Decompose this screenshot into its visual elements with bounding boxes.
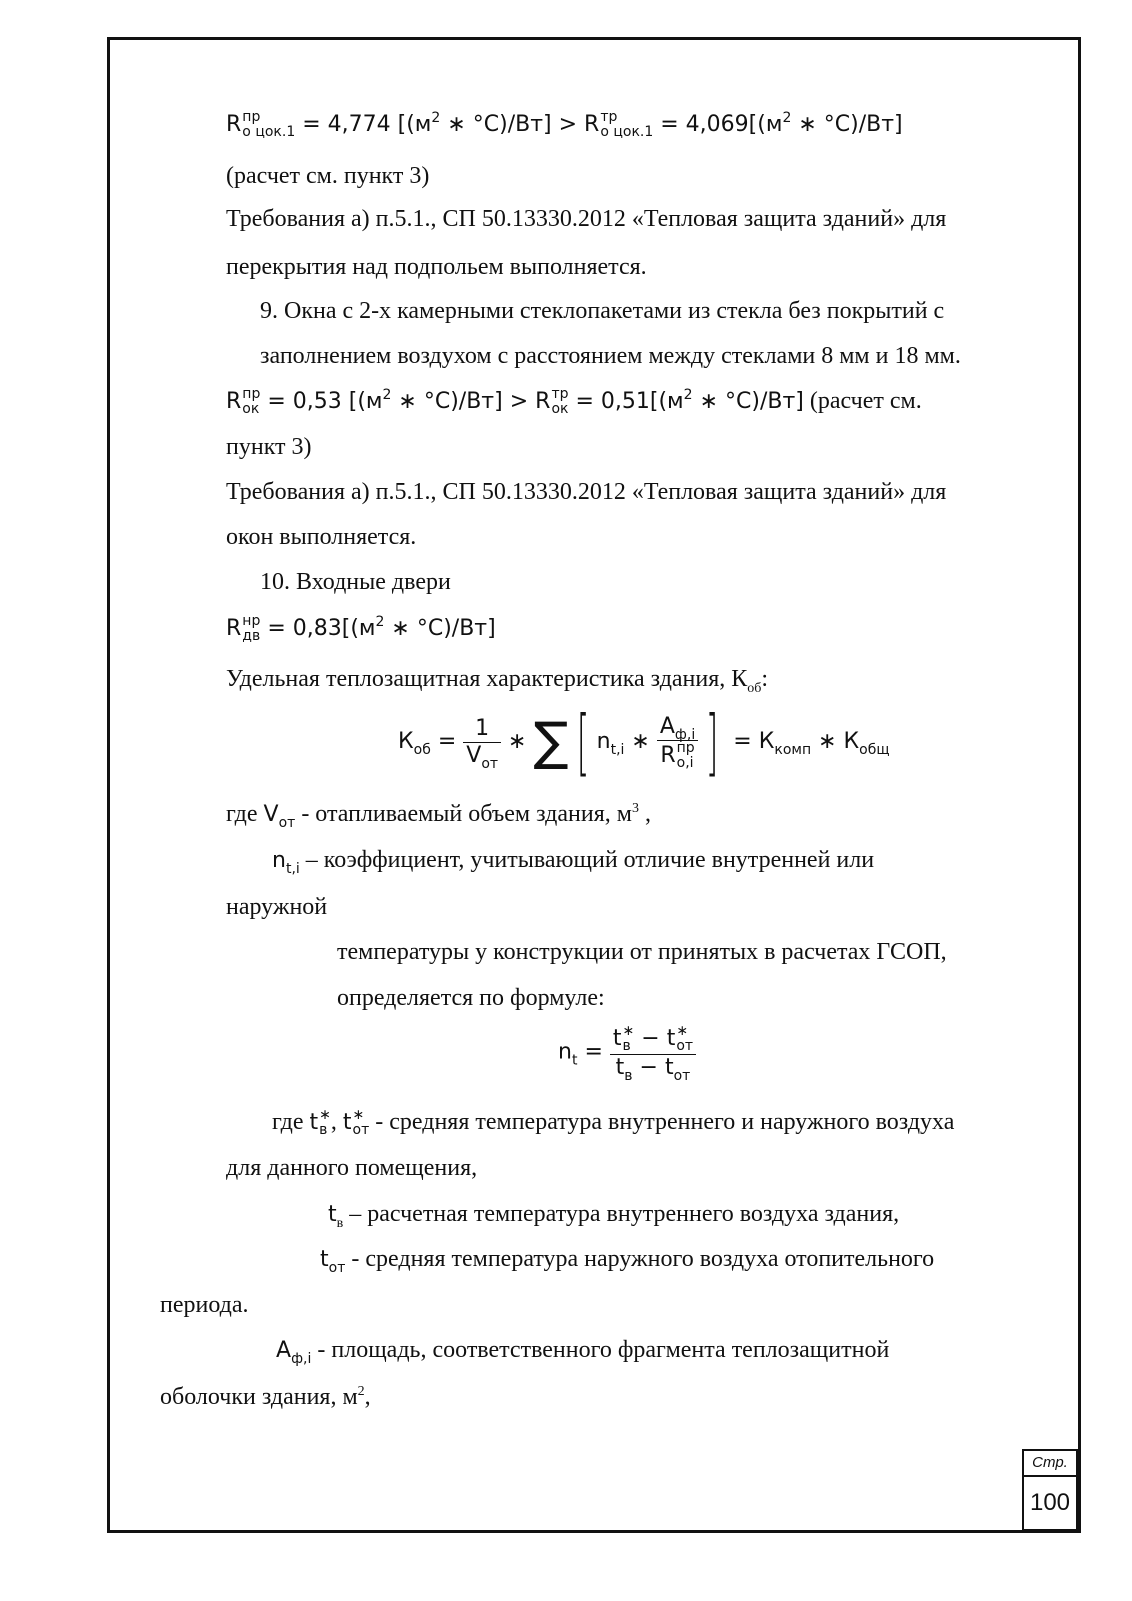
nti-definition: $n_{t,i}$ – коэффициент, учитывающий отличие внутренней или bbox=[272, 847, 875, 877]
req-window-line-1: Требования а) п.5.1., СП 50.13330.2012 «Тепловая защита зданий» для bbox=[226, 479, 947, 505]
item-9-line-1: 9. Окна с 2-х камерными стеклопакетами из стекла без покрытий с bbox=[260, 298, 945, 324]
a-cont: оболочки здания, $м^2$, bbox=[160, 1384, 371, 1410]
k-intro: Удельная теплозащитная характеристика здания, $К_{об}$: bbox=[226, 666, 769, 696]
see-point-3-cont: пункт 3) bbox=[226, 434, 312, 460]
tot-cont: периода. bbox=[160, 1292, 249, 1318]
req-floor-line-1: Требования а) п.5.1., СП 50.13330.2012 «Тепловая защита зданий» для bbox=[226, 206, 947, 232]
formula-k-ob: $К_{об}$ = $\frac{1}{V_{от}}$ ∗ ∑ [ $n_{t,i}$ ∗ $A_{ф,i}$ R пр о,i ] = $К_{комп}$ ∗ $К_{общ}$ bbox=[398, 700, 890, 784]
where-t: где t ∗ в , t ∗ от - средняя температура внутреннего и наружного воздуха bbox=[272, 1107, 955, 1139]
see-point-3: (расчет см. пункт 3) bbox=[226, 163, 430, 189]
item-9-line-2: заполнением воздухом с расстоянием между стеклами 8 мм и 18 мм. bbox=[260, 343, 961, 369]
req-floor-line-2: перекрытия над подпольем выполняется. bbox=[226, 254, 647, 280]
formula-r-door: R нр дв = $0,83[(м^2$ ∗ °С)/Вт] bbox=[226, 613, 496, 644]
temp-line-1: температуры у конструкции от принятых в расчетах ГСОП, bbox=[337, 939, 947, 965]
formula-r-window: R пр ок = 0,53 [($м^2$ ∗ °С)/Вт] > R тр ок = $0,51[(м^2$ ∗ °С)/Вт] (расчет см. bbox=[226, 386, 922, 417]
nti-cont: наружной bbox=[226, 894, 328, 920]
tv-definition: $t_в$ – расчетная температура внутреннего воздуха здания, bbox=[328, 1201, 900, 1231]
formula-n-t: $n_t$ = t ∗ в − t ∗ от $t_в - t_{от}$ bbox=[558, 1024, 696, 1081]
where-v: где $V_{от}$ - отапливаемый объем здания, $м^3$ , bbox=[226, 801, 651, 831]
page-number: 100 bbox=[1029, 1489, 1071, 1516]
temp-line-2: определяется по формуле: bbox=[337, 985, 605, 1011]
item-10: 10. Входные двери bbox=[260, 569, 451, 595]
a-definition: $A_{ф,i}$ - площадь, соответственного фрагмента теплозащитной bbox=[276, 1337, 890, 1367]
tot-definition: $t_{от}$ - средняя температура наружного воздуха отопительного bbox=[320, 1246, 935, 1276]
page-stamp bbox=[1022, 1449, 1078, 1531]
req-window-line-2: окон выполняется. bbox=[226, 524, 417, 550]
where-t-cont: для данного помещения, bbox=[226, 1155, 478, 1181]
page-label: Стр. bbox=[1024, 1451, 1076, 1477]
formula-r-floor: R пр о цок.1 = 4,774 [($м^2$ ∗ °С)/Вт] > R тр о цок.1 = $4,069[(м^2$ ∗ °С)/Вт] bbox=[226, 109, 903, 140]
